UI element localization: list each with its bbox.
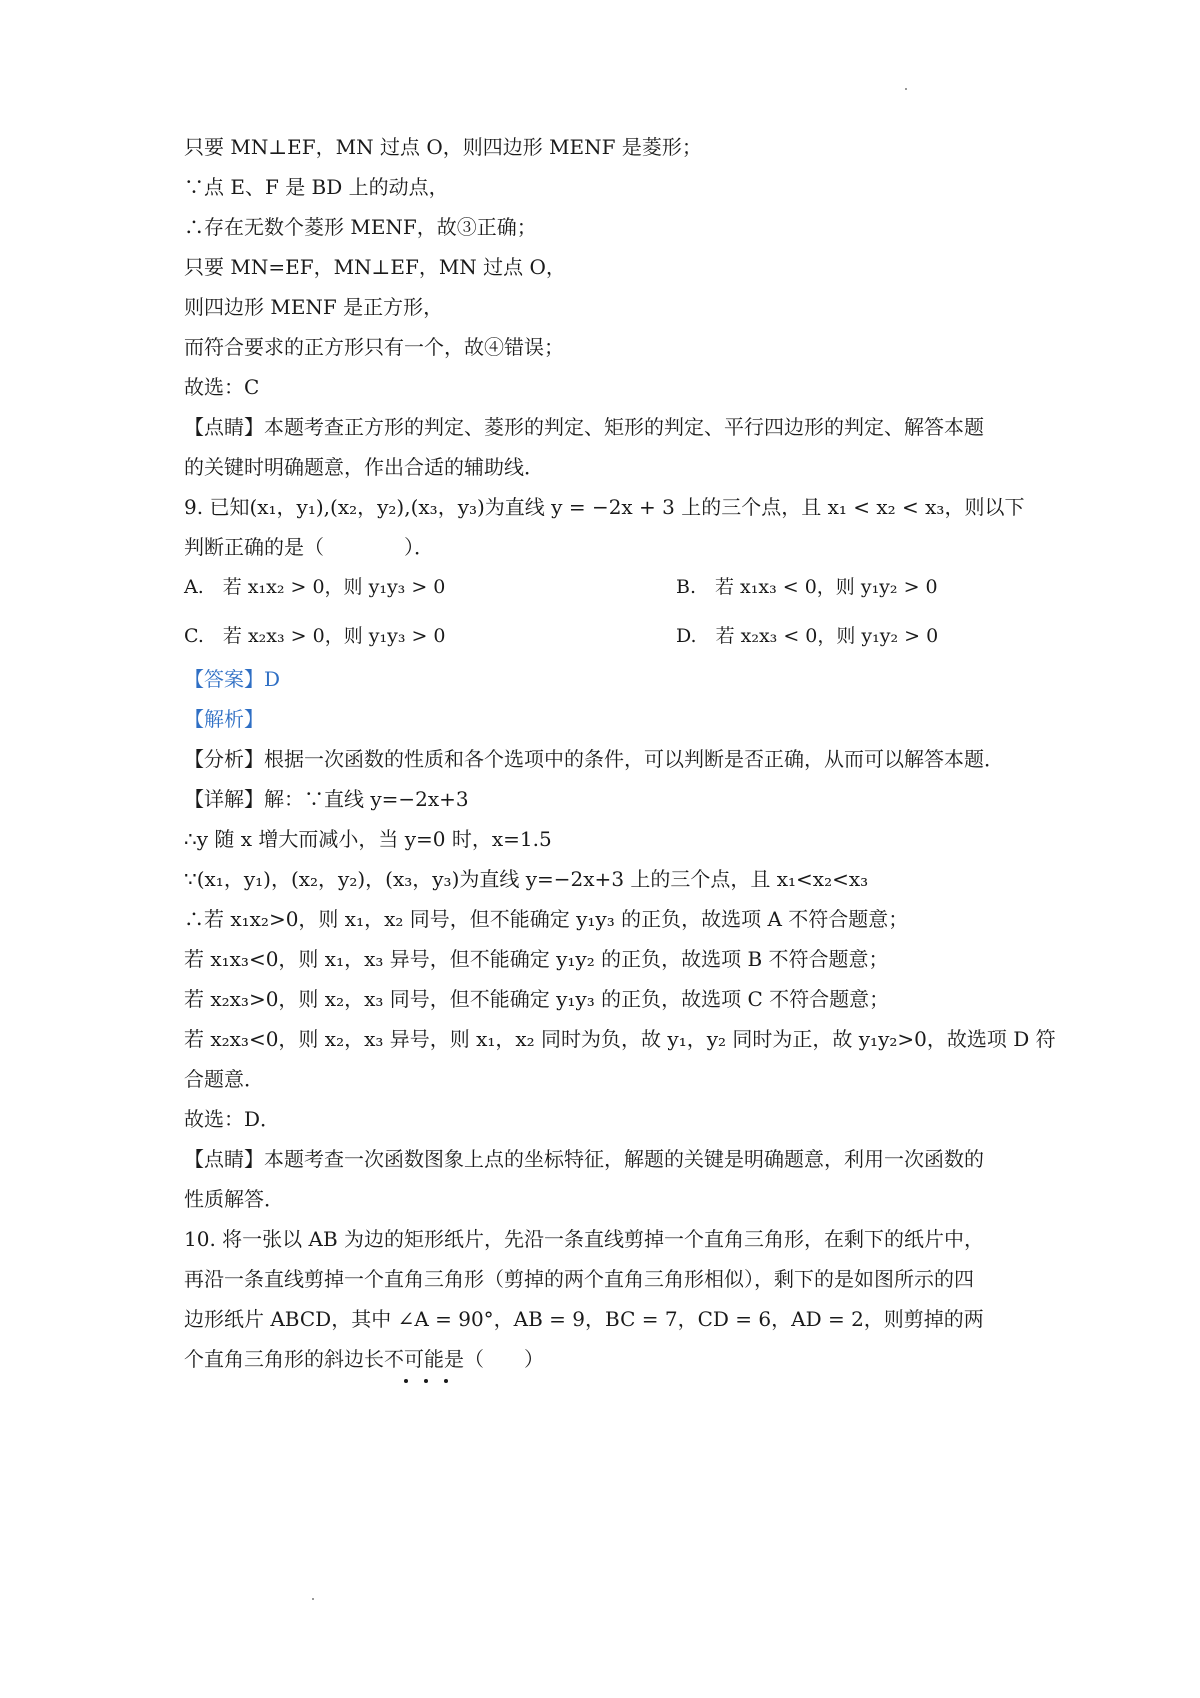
emphasis-dot <box>404 1379 408 1383</box>
solution-line-4: 只要 MN=EF，MN⊥EF，MN 过点 O， <box>184 255 566 279</box>
question-9-stem-1: 9. 已知(x₁，y₁),(x₂，y₂),(x₃，y₃)为直线 y = −2x + 3 上的三个点，且 x₁ < x₂ < x₃，则以下 <box>184 495 1025 519</box>
detail-line-2: ∴y 随 x 增大而减小，当 y=0 时，x=1.5 <box>184 827 552 851</box>
question-9-stem-2: 判断正确的是（ ）． <box>184 535 434 559</box>
scan-speck <box>312 1598 314 1600</box>
solution-line-3: ∴存在无数个菱形 MENF，故③正确； <box>184 215 537 239</box>
option-d: D. 若 x₂x₃ < 0，则 y₁y₂ > 0 <box>676 625 939 647</box>
question-10-stem-1: 10. 将一张以 AB 为边的矩形纸片，先沿一条直线剪掉一个直角三角形，在剩下的纸片中， <box>184 1227 985 1251</box>
emphasis-dot <box>444 1379 448 1383</box>
solution-line-1: 只要 MN⊥EF，MN 过点 O，则四边形 MENF 是菱形； <box>184 135 702 159</box>
tip-line-4: 性质解答． <box>184 1187 284 1211</box>
detail-line-1: 【详解】解：∵直线 y=−2x+3 <box>184 787 469 811</box>
scan-speck <box>905 88 907 90</box>
option-b: B. 若 x₁x₃ < 0，则 y₁y₂ > 0 <box>676 576 938 598</box>
question-10-stem-2: 再沿一条直线剪掉一个直角三角形（剪掉的两个直角三角形相似），剩下的是如图所示的四 <box>184 1267 974 1291</box>
option-a: A. 若 x₁x₂ > 0，则 y₁y₃ > 0 <box>184 576 446 598</box>
detail-line-5: 若 x₁x₃<0，则 x₁，x₃ 异号，但不能确定 y₁y₂ 的正负，故选项 B 不符合题意； <box>184 947 889 971</box>
solution-line-2: ∵点 E、F 是 BD 上的动点， <box>184 175 449 199</box>
option-c: C. 若 x₂x₃ > 0，则 y₁y₃ > 0 <box>184 625 446 647</box>
detail-line-4: ∴若 x₁x₂>0，则 x₁，x₂ 同号，但不能确定 y₁y₃ 的正负，故选项 A 不符合题意； <box>184 907 909 931</box>
tip-line-2: 的关键时明确题意，作出合适的辅助线． <box>184 455 544 479</box>
answer-label: 【答案】D <box>184 667 281 691</box>
choice-line-2: 故选：D． <box>184 1107 281 1131</box>
tip-line-3: 【点睛】本题考查一次函数图象上点的坐标特征，解题的关键是明确题意，利用一次函数的 <box>184 1147 984 1171</box>
tip-line-1: 【点睛】本题考查正方形的判定、菱形的判定、矩形的判定、平行四边形的判定、解答本题 <box>184 415 984 439</box>
detail-line-3: ∵(x₁，y₁)，(x₂，y₂)，(x₃，y₃)为直线 y=−2x+3 上的三个点，且 x₁<x₂<x₃ <box>184 867 869 891</box>
analysis-line: 【分析】根据一次函数的性质和各个选项中的条件，可以判断是否正确，从而可以解答本题． <box>184 747 1004 771</box>
detail-line-6: 若 x₂x₃>0，则 x₂，x₃ 同号，但不能确定 y₁y₃ 的正负，故选项 C 不符合题意； <box>184 987 890 1011</box>
solution-line-6: 而符合要求的正方形只有一个，故④错误； <box>184 335 564 359</box>
question-10-stem-3: 边形纸片 ABCD，其中 ∠A = 90°，AB = 9，BC = 7，CD = 6，AD = 2，则剪掉的两 <box>184 1307 984 1331</box>
detail-line-8: 合题意． <box>184 1067 264 1091</box>
detail-line-7: 若 x₂x₃<0，则 x₂，x₃ 异号，则 x₁，x₂ 同时为负，故 y₁，y₂ 同时为正，故 y₁y₂>0，故选项 D 符 <box>184 1027 1056 1051</box>
question-10-stem-4: 个直角三角形的斜边长不可能是（ ） <box>184 1347 544 1371</box>
choice-line: 故选：C <box>184 375 260 399</box>
solution-line-5: 则四边形 MENF 是正方形， <box>184 295 444 319</box>
emphasis-dot <box>424 1379 428 1383</box>
analysis-label: 【解析】 <box>184 707 264 731</box>
